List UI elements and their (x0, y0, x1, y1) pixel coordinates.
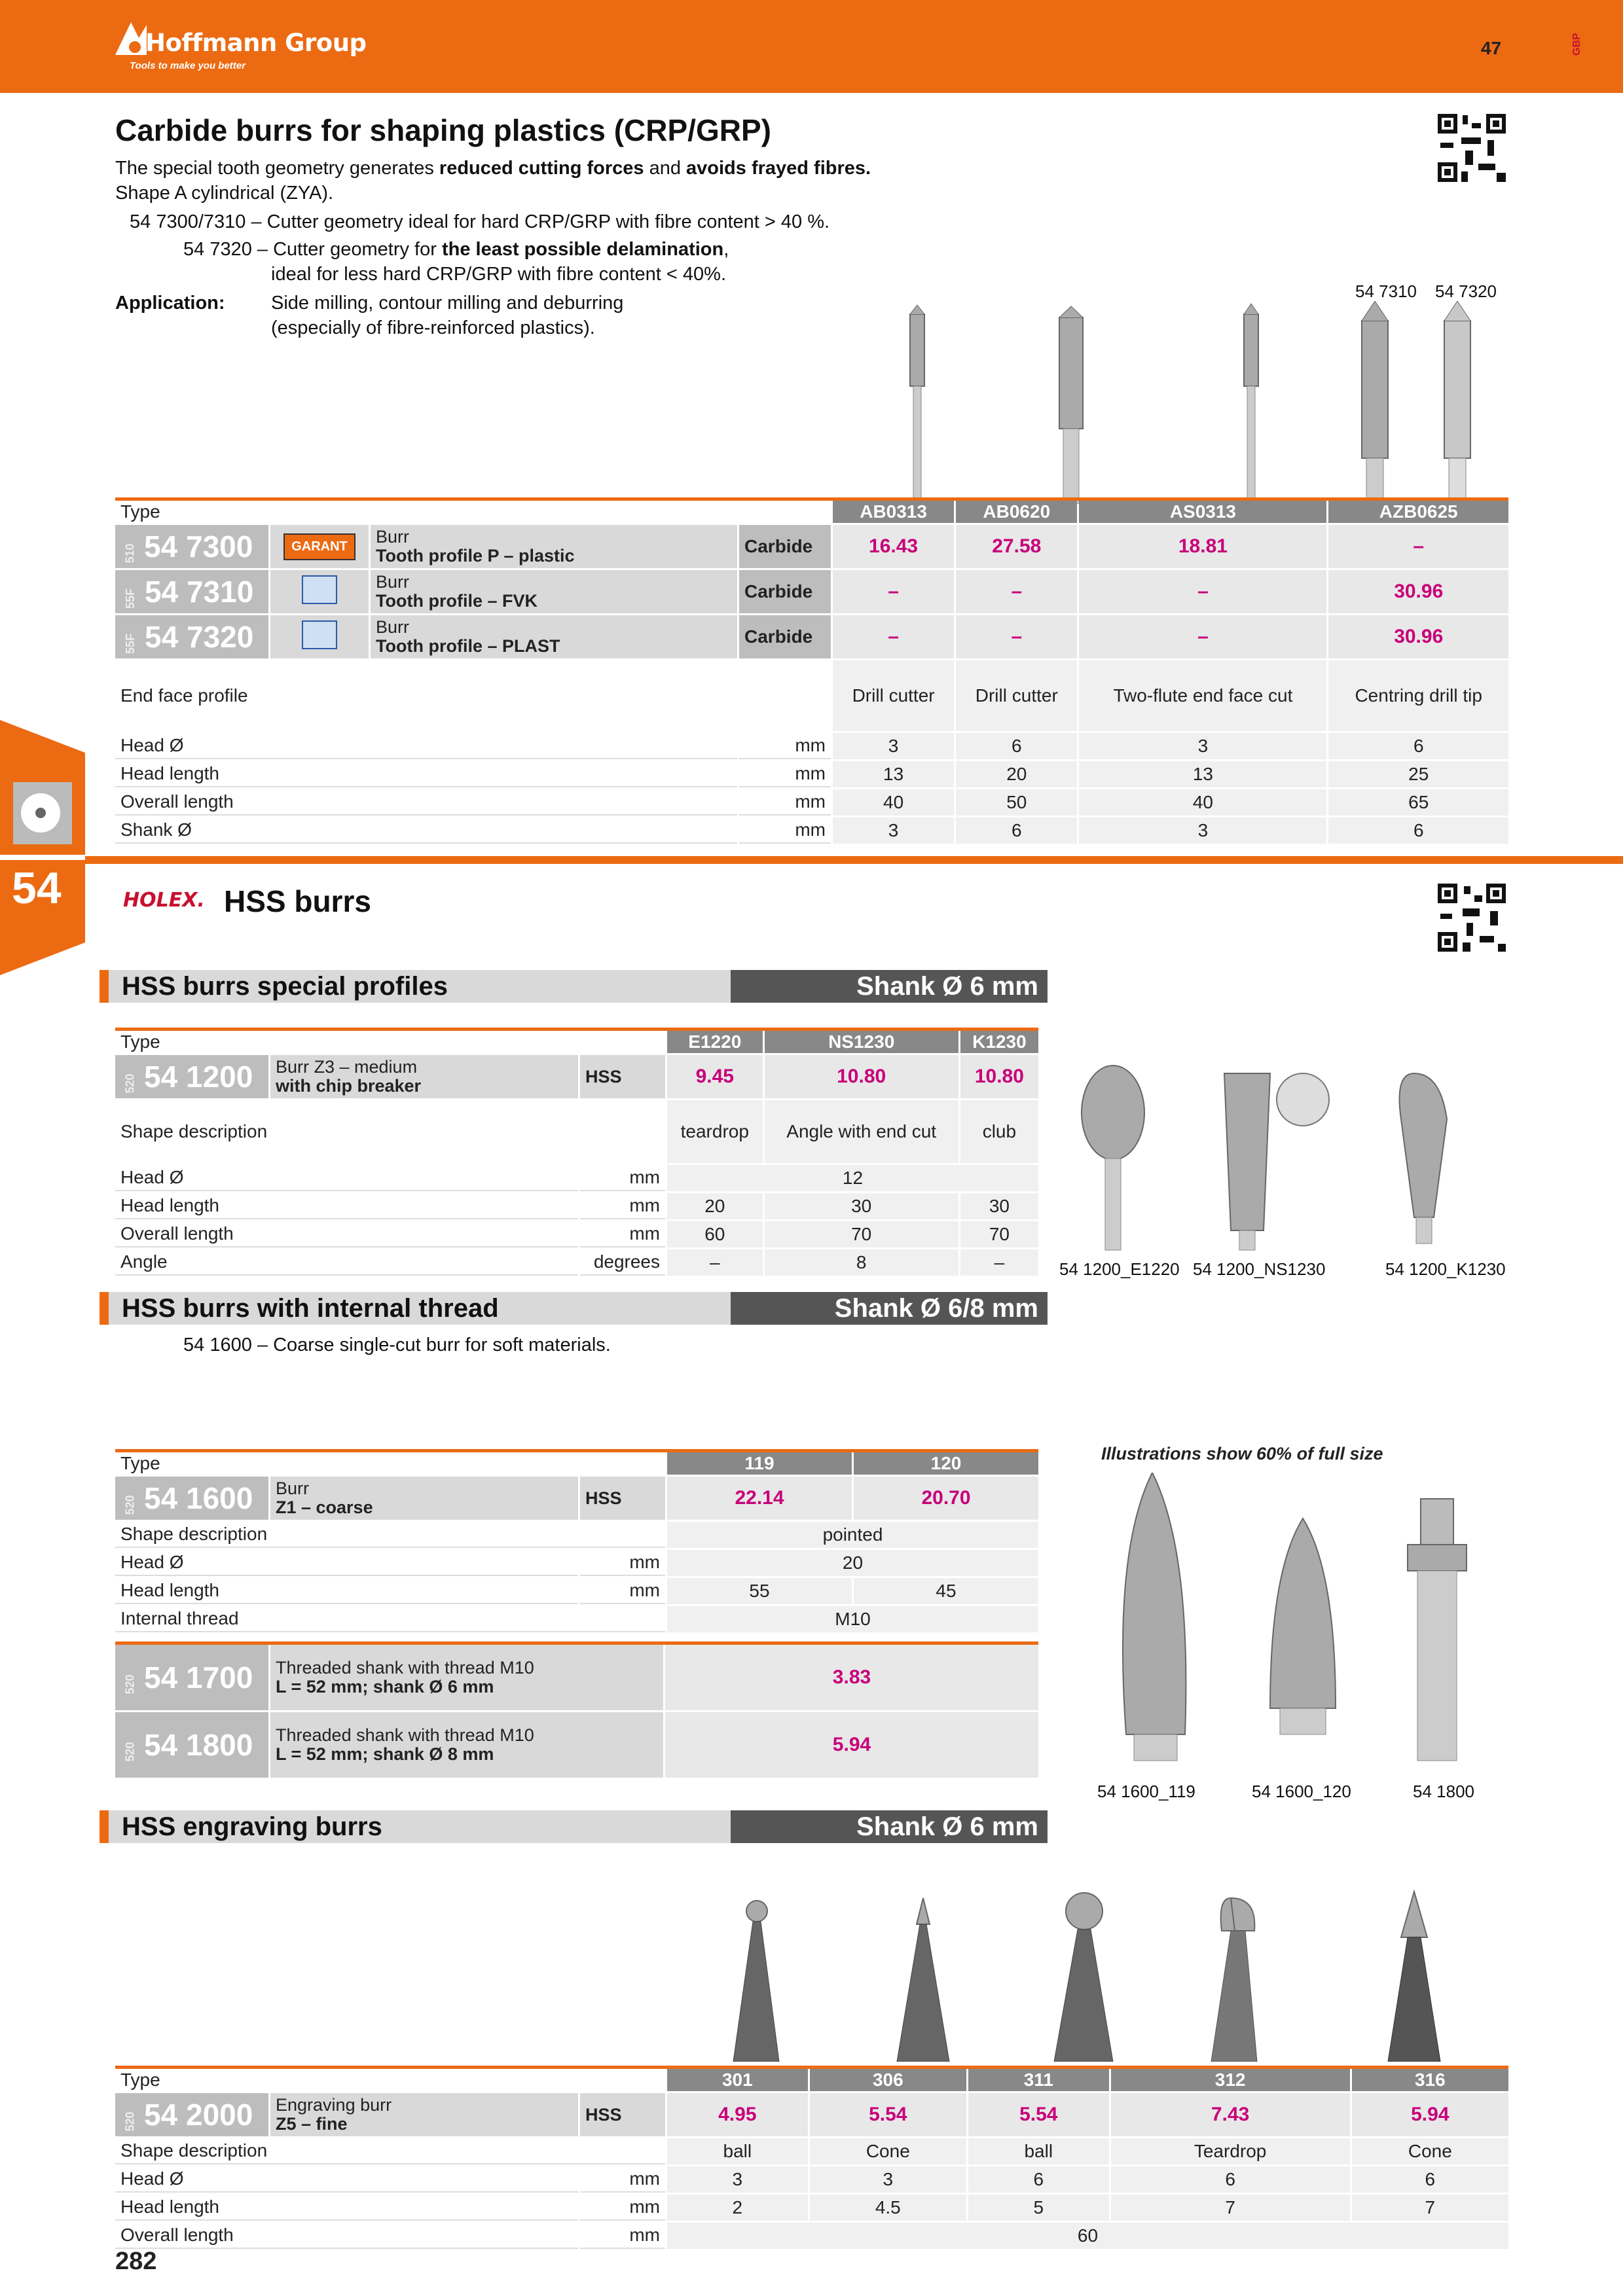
application-label: Application: (115, 293, 225, 314)
spec-value: 13 (833, 761, 954, 787)
product-desc: Engraving burr Z5 – fine (270, 2093, 578, 2136)
spec-value: 6 (1328, 817, 1508, 844)
end-face-value: Two-flute end face cut (1079, 660, 1326, 731)
product-desc: Burr Z3 – medium with chip breaker (270, 1055, 578, 1098)
burr-306-image (897, 1898, 949, 2062)
article-number: 55F 54 7310 (115, 570, 268, 613)
page-number-top: 47 (1481, 38, 1502, 58)
spec-label: Overall length (115, 2223, 578, 2249)
chapter-tab (0, 720, 85, 975)
spec-label: Overall length (115, 1221, 578, 1247)
bar-engraving: HSS engraving burrs (100, 1810, 742, 1843)
shape-value: Teardrop (1111, 2138, 1350, 2164)
price: 5.54 (968, 2093, 1109, 2136)
product-desc: Burr Tooth profile – PLAST (371, 615, 737, 658)
col-header: 301 (667, 2069, 808, 2091)
caption: 54 1200_E1220 (1059, 1259, 1180, 1279)
article-number: 520 54 2000 (115, 2093, 268, 2136)
col-header: K1230 (960, 1031, 1038, 1053)
spec-value: 60 (667, 2223, 1508, 2249)
carbide-table (113, 499, 1510, 846)
caption: 54 1200_K1230 (1385, 1259, 1506, 1279)
spec-value: 25 (1328, 761, 1508, 787)
burr-ab0313-image (910, 305, 924, 504)
price: 16.43 (833, 525, 954, 568)
type-label: Type (120, 1453, 160, 1473)
pferd-logo-icon (270, 570, 369, 613)
special-profiles-table (113, 1029, 1040, 1278)
thread-note: 54 1600 – Coarse single-cut burr for soft materials. (183, 1335, 611, 1355)
article-number: 520 54 1700 (115, 1645, 268, 1710)
spec-label: Head Ø (115, 1550, 578, 1576)
product-desc: Burr Tooth profile – FVK (371, 570, 737, 613)
spec-unit: mm (580, 1221, 665, 1247)
spec-label: Overall length (115, 789, 737, 816)
burr-azb0625-7320-image (1444, 301, 1470, 504)
spec-label: Head Ø (115, 1165, 578, 1191)
engraving-burr-images (707, 1885, 1519, 2062)
burr-119-image (1123, 1473, 1186, 1761)
section-title: Carbide burrs for shaping plastics (CRP/GRP) (115, 113, 771, 147)
shape-value: Cone (1352, 2138, 1508, 2164)
col-header: AZB0625 (1328, 501, 1508, 523)
spec-unit: mm (580, 1193, 665, 1219)
price: 22.14 (667, 1477, 852, 1520)
spec-value: 7 (1111, 2195, 1350, 2221)
spec-value: 2 (667, 2195, 808, 2221)
spec-value: 20 (667, 1193, 763, 1219)
spec-value: – (960, 1249, 1038, 1276)
burr-311-image (1054, 1893, 1113, 2062)
price: – (833, 570, 954, 613)
article-number: 520 54 1200 (115, 1055, 268, 1098)
spec-value: 20 (956, 761, 1077, 787)
price: 5.94 (665, 1712, 1038, 1778)
section-intro: The special tooth geometry generates reduced cutting forces and avoids frayed fibres. Shape A cylindrical (ZYA). (115, 158, 871, 204)
shank-541800-image (1408, 1499, 1467, 1761)
col-header: 119 (667, 1452, 852, 1475)
spec-value: 60 (667, 1221, 763, 1247)
spec-value: 30 (765, 1193, 958, 1219)
img-label-547320: 54 7320 (1435, 281, 1497, 301)
burr-316-image (1388, 1892, 1440, 2062)
spec-label: Head length (115, 761, 737, 787)
special-burr-images (1061, 1060, 1519, 1257)
bar-shank-6: Shank Ø 6 mm (731, 1810, 1048, 1843)
col-header: 306 (810, 2069, 966, 2091)
spec-value: 6 (956, 817, 1077, 844)
spec-value: 6 (1111, 2166, 1350, 2193)
price: 30.96 (1328, 570, 1508, 613)
end-face-value: Drill cutter (833, 660, 954, 731)
col-header: AB0313 (833, 501, 954, 523)
spec-unit: degrees (580, 1249, 665, 1276)
shape-value: club (960, 1100, 1038, 1163)
end-face-value: Centring drill tip (1328, 660, 1508, 731)
spec-value: 3 (1079, 733, 1326, 759)
spec-value: 40 (1079, 789, 1326, 816)
burr-120-image (1270, 1518, 1336, 1734)
spec-value: 3 (810, 2166, 966, 2193)
note-547300: 54 7300/7310 – Cutter geometry ideal for hard CRP/GRP with fibre content > 40 %. (130, 211, 830, 232)
spec-value: 6 (1328, 733, 1508, 759)
spec-value: 3 (1079, 817, 1326, 844)
spec-value: 45 (854, 1578, 1038, 1604)
shape-value: Angle with end cut (765, 1100, 958, 1163)
price: 18.81 (1079, 525, 1326, 568)
price: 4.95 (667, 2093, 808, 2136)
language-code: GBP (1571, 33, 1582, 56)
spec-label: Head Ø (115, 733, 737, 759)
spec-label: Head length (115, 1578, 578, 1604)
material: HSS (580, 1477, 665, 1520)
burr-ns1230-image (1224, 1073, 1329, 1250)
end-face-value: Drill cutter (956, 660, 1077, 731)
product-desc: Threaded shank with thread M10 L = 52 mm; shank Ø 6 mm (270, 1645, 663, 1710)
spec-value: 4.5 (810, 2195, 966, 2221)
spec-value: 7 (1352, 2195, 1508, 2221)
thread-burr-images (1087, 1473, 1506, 1767)
col-header: AS0313 (1079, 501, 1326, 523)
bar-internal-thread: HSS burrs with internal thread (100, 1292, 742, 1325)
pferd-logo-icon (270, 615, 369, 658)
chapter-number: 54 (12, 863, 62, 913)
spec-unit: mm (580, 1550, 665, 1576)
illustration-note: Illustrations show 60% of full size (1101, 1444, 1383, 1463)
burr-azb0625-7310-image (1362, 301, 1388, 504)
end-face-label: End face profile (120, 685, 248, 706)
caption: 54 1600_119 (1097, 1782, 1195, 1801)
spec-value: – (667, 1249, 763, 1276)
col-header: AB0620 (956, 501, 1077, 523)
spec-value: 5 (968, 2195, 1109, 2221)
spec-unit: mm (580, 1165, 665, 1191)
price: – (1079, 615, 1326, 658)
spec-unit: mm (580, 2166, 665, 2193)
burr-301-image (733, 1901, 779, 2062)
spec-value: 13 (1079, 761, 1326, 787)
col-header: 120 (854, 1452, 1038, 1475)
carbide-burr-images (851, 301, 1532, 504)
product-desc: Burr Z1 – coarse (270, 1477, 578, 1520)
spec-value: 3 (833, 817, 954, 844)
price: – (956, 570, 1077, 613)
qr-code-icon (1435, 111, 1508, 185)
price: 7.43 (1111, 2093, 1350, 2136)
burr-e1220-image (1082, 1066, 1144, 1250)
price: 10.80 (765, 1055, 958, 1098)
spec-value: 50 (956, 789, 1077, 816)
burr-as0313-image (1244, 304, 1258, 504)
spec-label: Head length (115, 2195, 578, 2221)
application-text: Side milling, contour milling and deburring (especially of fibre-reinforced plastics). (271, 293, 624, 338)
material: Carbide (739, 525, 831, 568)
holex-logo: HOLEX. (123, 889, 205, 912)
brand-name: Hoffmann Group (145, 29, 367, 57)
type-label: Type (120, 2070, 160, 2090)
price: 5.54 (810, 2093, 966, 2136)
material: Carbide (739, 570, 831, 613)
spec-value: 30 (960, 1193, 1038, 1219)
material: HSS (580, 2093, 665, 2136)
article-number: 55F 54 7320 (115, 615, 268, 658)
col-header: 311 (968, 2069, 1109, 2091)
article-number: 510 54 7300 (115, 525, 268, 568)
spec-label: Head Ø (115, 2166, 578, 2193)
col-header: E1220 (667, 1031, 763, 1053)
col-header: 312 (1111, 2069, 1350, 2091)
col-header: NS1230 (765, 1031, 958, 1053)
price: 9.45 (667, 1055, 763, 1098)
caption: 54 1600_120 (1252, 1782, 1351, 1801)
note-547320: 54 7320 – Cutter geometry for the least possible delamination, (183, 239, 729, 260)
spec-label: Head length (115, 1193, 578, 1219)
price: 30.96 (1328, 615, 1508, 658)
shape-label: Shape description (120, 1121, 268, 1141)
brand-tagline: Tools to make you better (130, 60, 246, 71)
product-desc: Burr Tooth profile P – plastic (371, 525, 737, 568)
section-divider (85, 856, 1623, 864)
col-header: 316 (1352, 2069, 1508, 2091)
price: – (956, 615, 1077, 658)
material: HSS (580, 1055, 665, 1098)
bar-special-profiles: HSS burrs special profiles (100, 970, 742, 1003)
spec-value: 70 (765, 1221, 958, 1247)
price: 20.70 (854, 1477, 1038, 1520)
spec-unit: mm (739, 817, 831, 844)
spec-value: 8 (765, 1249, 958, 1276)
caption: 54 1800 (1413, 1782, 1474, 1801)
price: 5.94 (1352, 2093, 1508, 2136)
spec-value: 3 (833, 733, 954, 759)
shape-value: teardrop (667, 1100, 763, 1163)
garant-logo: GARANT (270, 525, 369, 568)
product-desc: Threaded shank with thread M10 L = 52 mm; shank Ø 8 mm (270, 1712, 663, 1778)
spec-value: pointed (667, 1522, 1038, 1548)
price: – (833, 615, 954, 658)
spec-value: 3 (667, 2166, 808, 2193)
spec-label: Shank Ø (115, 817, 737, 844)
spec-unit: mm (739, 733, 831, 759)
price: 10.80 (960, 1055, 1038, 1098)
spec-value: 70 (960, 1221, 1038, 1247)
spec-unit: mm (580, 2223, 665, 2249)
spec-value: 6 (968, 2166, 1109, 2193)
shape-value: Cone (810, 2138, 966, 2164)
burr-k1230-image (1400, 1073, 1448, 1244)
spec-label: Internal thread (115, 1606, 665, 1632)
type-label: Type (120, 501, 160, 522)
threaded-shank-table (113, 1643, 1040, 1780)
spec-value: 20 (667, 1550, 1038, 1576)
price: 3.83 (665, 1645, 1038, 1710)
article-number: 520 54 1800 (115, 1712, 268, 1778)
shape-value: ball (968, 2138, 1109, 2164)
spec-unit: mm (739, 761, 831, 787)
spec-value: 55 (667, 1578, 852, 1604)
note-547320-cont: ideal for less hard CRP/GRP with fibre content < 40%. (271, 264, 726, 285)
spec-value: 65 (1328, 789, 1508, 816)
shape-label: Shape description (115, 2138, 665, 2164)
bar-shank-6-8: Shank Ø 6/8 mm (731, 1292, 1048, 1325)
price: – (1328, 525, 1508, 568)
page-number-bottom: 282 (115, 2248, 157, 2275)
burr-ab0620-image (1059, 306, 1083, 504)
material: Carbide (739, 615, 831, 658)
caption: 54 1200_NS1230 (1193, 1259, 1326, 1279)
img-label-547310: 54 7310 (1355, 281, 1417, 301)
spec-unit: mm (580, 1578, 665, 1604)
engraving-table (113, 2067, 1510, 2251)
spec-value: 6 (1352, 2166, 1508, 2193)
spec-label: Angle (115, 1249, 578, 1276)
article-number: 520 54 1600 (115, 1477, 268, 1520)
internal-thread-table (113, 1450, 1040, 1634)
burr-312-image (1211, 1898, 1257, 2062)
shape-value: ball (667, 2138, 808, 2164)
price: – (1079, 570, 1326, 613)
spec-unit: mm (739, 789, 831, 816)
bar-shank-6: Shank Ø 6 mm (731, 970, 1048, 1003)
spec-label: Shape description (115, 1522, 665, 1548)
spec-value: M10 (667, 1606, 1038, 1632)
type-label: Type (120, 1031, 160, 1052)
hss-title: HSS burrs (224, 884, 371, 918)
spec-value: 40 (833, 789, 954, 816)
spec-unit: mm (580, 2195, 665, 2221)
price: 27.58 (956, 525, 1077, 568)
qr-code-icon (1435, 881, 1508, 954)
spec-value: 6 (956, 733, 1077, 759)
spec-value: 12 (667, 1165, 1038, 1191)
